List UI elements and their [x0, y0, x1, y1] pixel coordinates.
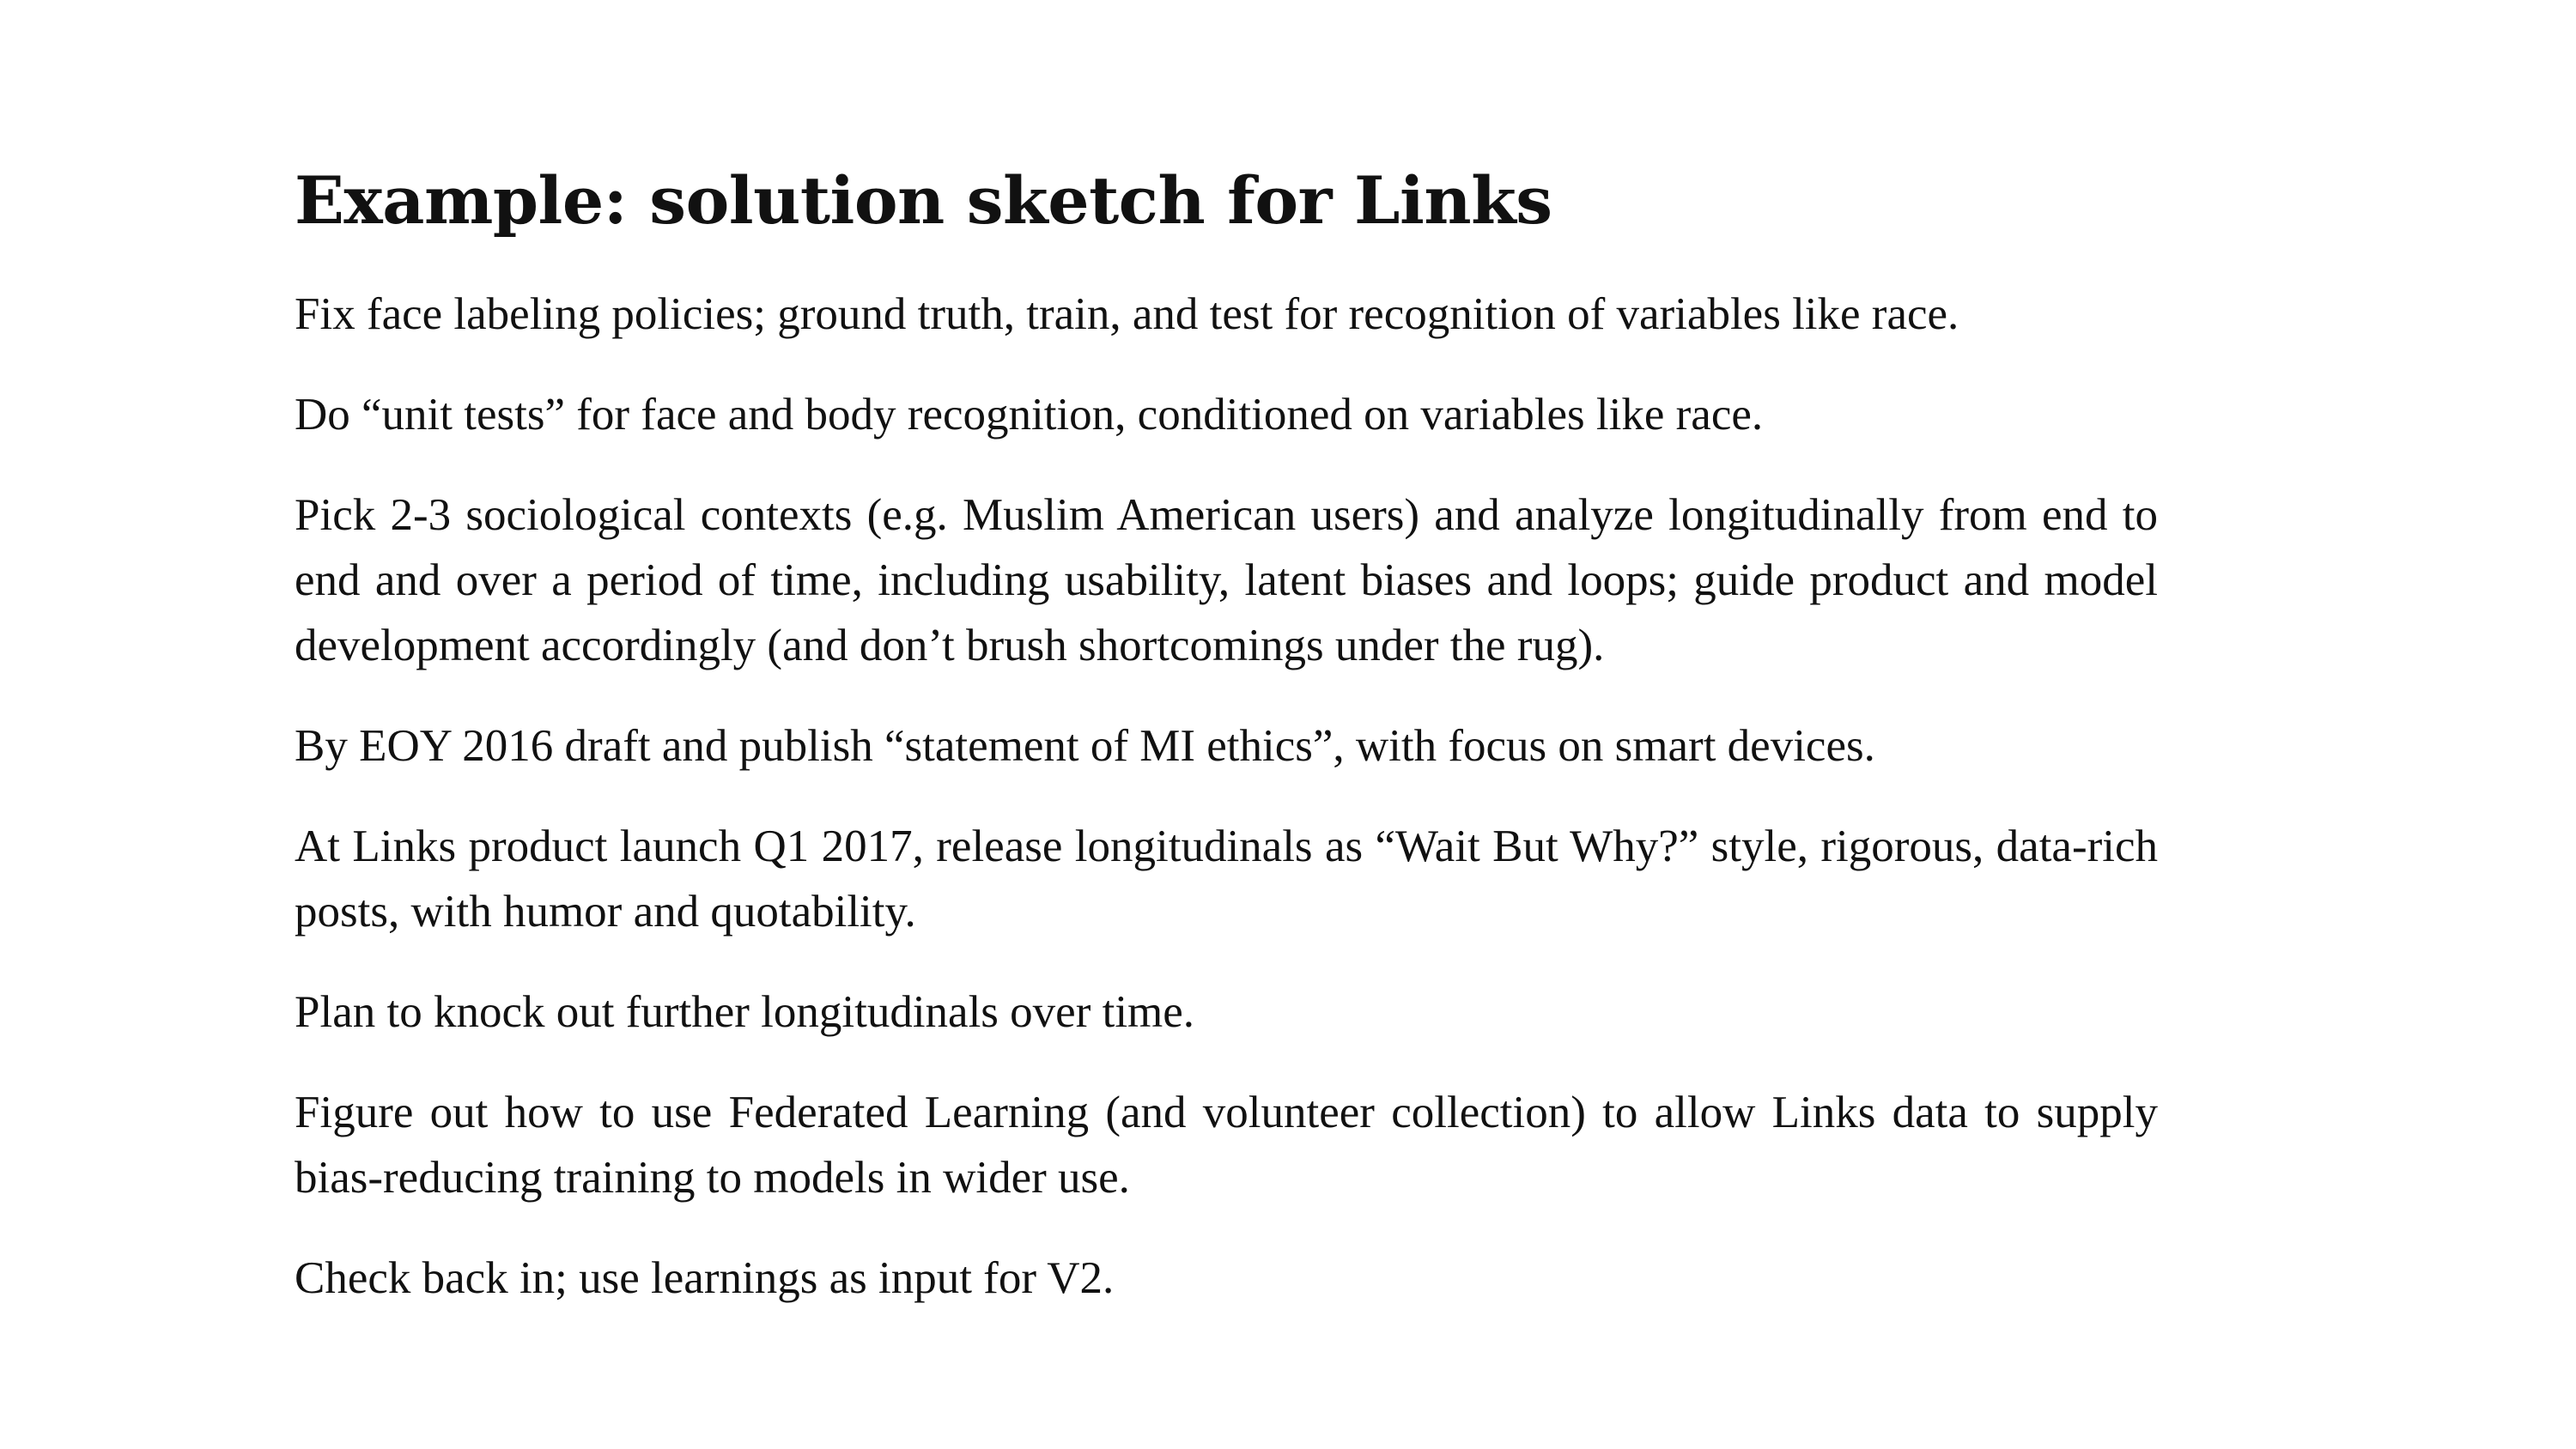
paragraph-product-launch: At Links product launch Q1 2017, release longitudinals as “Wait But Why?” style, rigorous, data-rich posts, with humor and quotability. — [295, 822, 2158, 937]
paragraph-face-labeling: Fix face labeling policies; ground truth, train, and test for recognition of variables like race. — [295, 289, 1959, 339]
paragraph-further-longitudinals: Plan to knock out further longitudinals over time. — [295, 987, 1195, 1037]
slide-content — [295, 153, 2158, 1346]
paragraph-unit-tests: Do “unit tests” for face and body recognition, conditioned on variables like race. — [295, 390, 1764, 440]
paragraph-sociological-contexts: Pick 2-3 sociological contexts (e.g. Muslim American users) and analyze longitudinally from end to end and over a period of time, including usability, latent biases and loops; guide product and model development accordingly (and don’t brush shortcomings under the rug). — [295, 490, 2158, 670]
paragraph-ethics-statement: By EOY 2016 draft and publish “statement of MI ethics”, with focus on smart devices. — [295, 721, 1875, 771]
paragraph-federated-learning: Figure out how to use Federated Learning (and volunteer collection) to allow Links data to supply bias-reducing training to models in wider use. — [295, 1088, 2158, 1203]
paragraph-check-back: Check back in; use learnings as input for V2. — [295, 1253, 1115, 1303]
page-title: Example: solution sketch for Links — [295, 162, 1552, 239]
